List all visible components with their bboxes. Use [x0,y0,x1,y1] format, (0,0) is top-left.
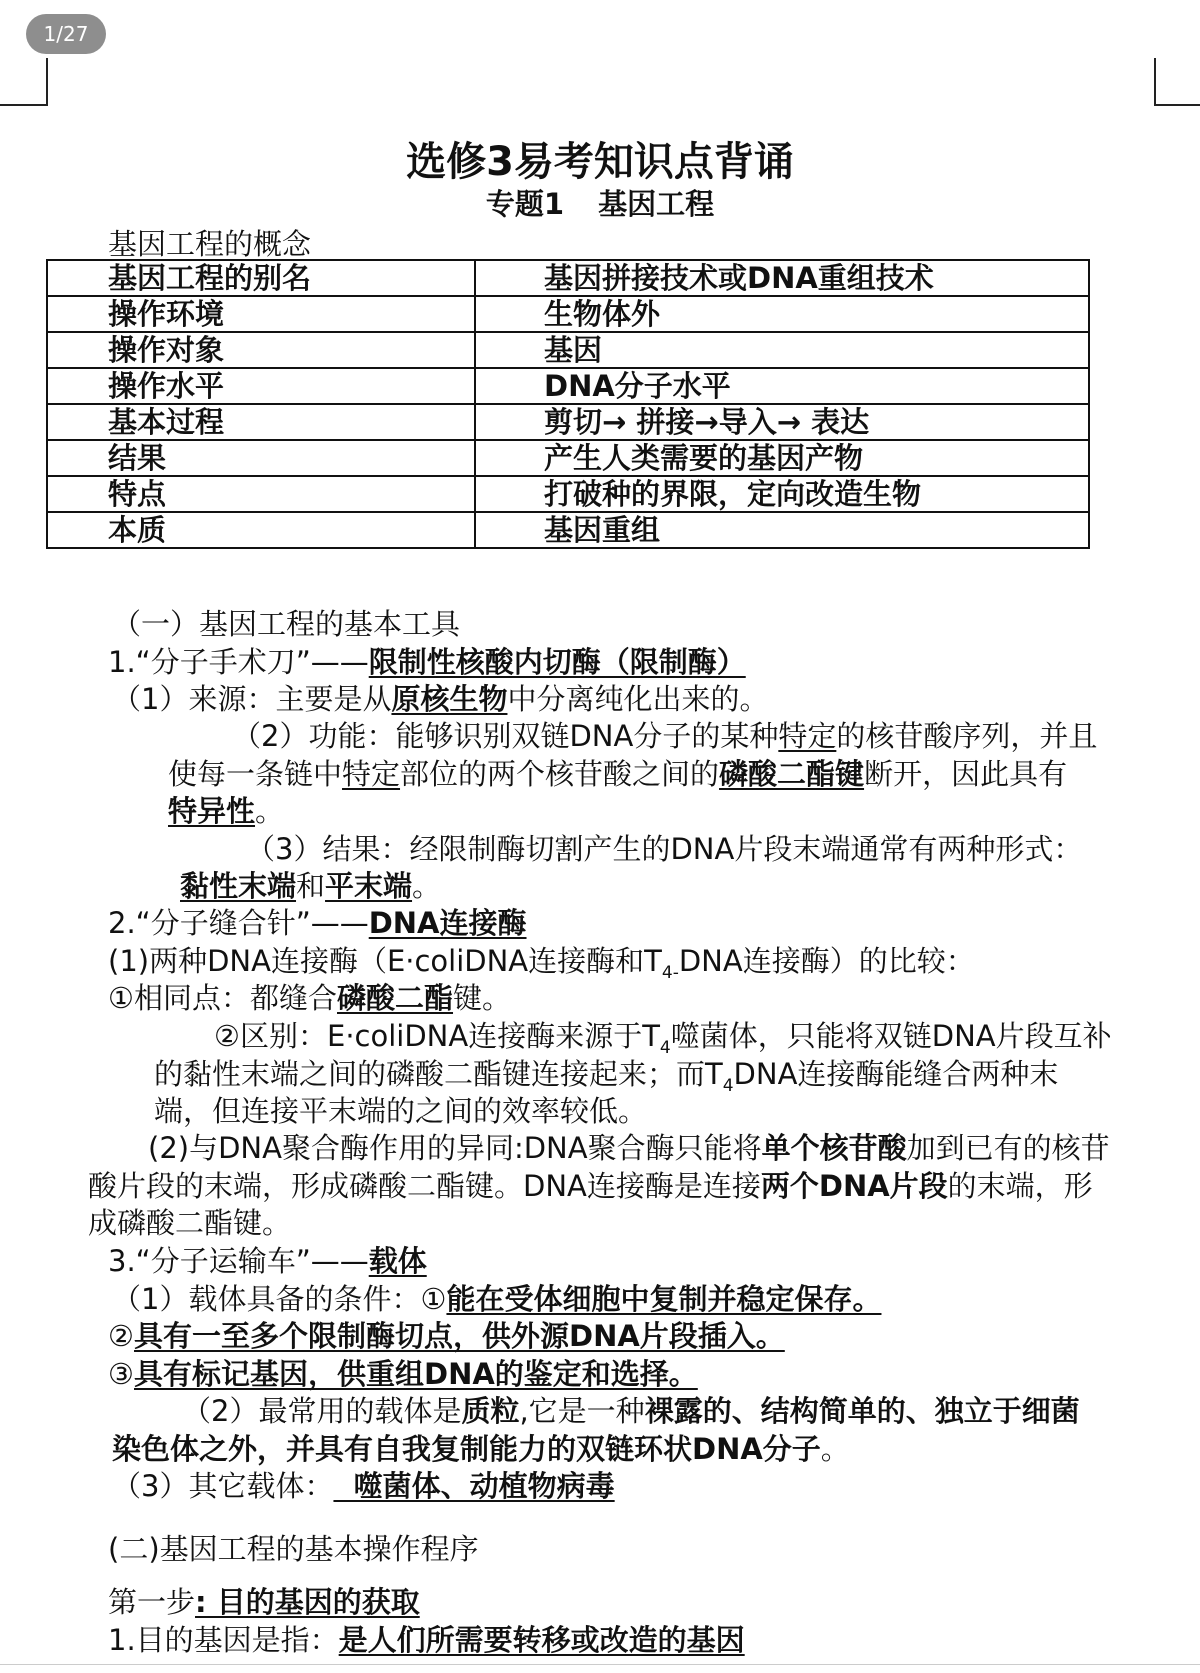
text-line [108,644,746,680]
key-term: 限制性核酸内切酶（限制酶） [368,645,746,679]
key-term: 特定 [342,757,401,791]
row-value: 基因拼接技术或DNA重组技术 [475,260,1089,296]
row-key: 特点 [47,476,475,512]
row-key: 操作环境 [47,296,475,332]
table-row [47,368,1089,404]
document-title: 选修3易考知识点背诵 [406,139,794,185]
text: 酸片段的末端，形成磷酸二酯键。DNA连接酶是连接 [88,1169,761,1203]
row-value: DNA分子水平 [475,368,1089,404]
row-value: 剪切→ 拼接→导入→ 表达 [475,404,1089,440]
text: 和 [296,869,326,903]
text: 断开，因此具有 [864,757,1068,791]
text-line [112,681,768,717]
subscript: 4 [722,1075,734,1096]
key-term: 能在受体细胞中复制并稳定保存。 [446,1282,882,1316]
key-term: 原核生物 [391,682,508,716]
row-key: 操作对象 [47,332,475,368]
table-row [47,512,1089,548]
text: ,它是一种 [519,1394,645,1428]
text: 噬菌体，只能将双链DNA片段互补 [670,1019,1112,1053]
table-row [47,404,1089,440]
page-indicator[interactable]: 1/27 [26,14,106,54]
document-subtitle [0,182,1200,223]
table-caption: 基因工程的概念 [108,227,312,261]
text: 。 [820,1432,850,1466]
text: 2.“分子缝合针”—— [108,906,369,940]
text: （3）其它载体： [112,1469,334,1503]
key-term: 黏性末端 [180,869,297,903]
text-line [232,718,1097,754]
text-line [108,1243,427,1279]
key-term: 单个核苷酸 [761,1131,907,1165]
text-line [112,1431,850,1467]
subscript: 4 [659,1037,671,1058]
concept-table [46,259,1090,549]
crop-mark-top-left [0,58,48,106]
text: 加到已有的核苷 [906,1131,1110,1165]
text: 1.目的基因是指： [108,1623,339,1657]
key-term: 是人们所需要转移或改造的基因 [338,1623,745,1657]
row-key: 基本过程 [47,404,475,440]
text: （2）最常用的载体是 [182,1394,462,1428]
topic-name: 基因工程 [598,187,715,221]
key-term: : 目的基因的获取 [195,1585,420,1619]
text-line [108,1356,698,1392]
text: 部位的两个核苷酸之间的 [400,757,720,791]
text-line [112,1281,881,1317]
text: 中分离纯化出来的。 [507,682,769,716]
text-line [88,1168,1093,1204]
key-term: 特定 [778,719,837,753]
text-line [168,756,1067,792]
section-heading: (二)基因工程的基本操作程序 [108,1532,479,1566]
page-bottom-edge [0,1664,1200,1665]
text: 1.“分子手术刀”—— [108,645,369,679]
row-key: 操作水平 [47,368,475,404]
key-term: 具有标记基因，供重组DNA的鉴定和选择。 [134,1357,698,1391]
row-value: 生物体外 [475,296,1089,332]
section-heading: （一）基因工程的基本工具 [112,607,461,641]
text: 。 [412,869,442,903]
key-term: 噬菌体、动植物病毒 [333,1469,615,1503]
text: （2）功能：能够识别双链DNA分子的某种 [232,719,779,753]
key-term: DNA连接酶 [368,906,527,940]
text: 键。 [453,981,512,1015]
text-line [168,793,284,829]
key-term: 磷酸二酯键 [719,757,865,791]
text: DNA连接酶）的比较： [678,944,975,978]
text: ①相同点：都缝合 [108,981,337,1015]
text: 。 [255,794,285,828]
text: (2)与DNA聚合酶作用的异同:DNA聚合酶只能将 [148,1131,762,1165]
key-term: 染色体之外，并具有自我复制能力的双链环状DNA分子 [112,1432,821,1466]
text-line [108,905,527,941]
text: ② [108,1319,134,1353]
text: 的黏性末端之间的磷酸二酯键连接起来；而T [154,1057,723,1091]
text-line [112,1468,615,1504]
text: (1)两种DNA连接酶（E·coliDNA连接酶和T [108,944,662,978]
text: DNA连接酶能缝合两种末 [733,1057,1059,1091]
text-line: 成磷酸二酯键。 [88,1206,292,1240]
text: （1）来源：主要是从 [112,682,392,716]
text-line: （3）结果：经限制酶切割产生的DNA片段末端通常有两种形式： [246,832,1083,866]
text: 3.“分子运输车”—— [108,1244,369,1278]
key-term: 具有一至多个限制酶切点，供外源DNA片段插入。 [134,1319,785,1353]
crop-mark-top-right [1154,58,1200,106]
text: 使每一条链中 [168,757,343,791]
text-line [182,1393,1080,1429]
row-value: 基因重组 [475,512,1089,548]
table-row [47,332,1089,368]
key-term: 载体 [368,1244,427,1278]
topic-number: 专题1 [485,187,565,221]
key-term: 平末端 [325,869,413,903]
row-key: 结果 [47,440,475,476]
text: ②区别：E·coliDNA连接酶来源于T [214,1019,660,1053]
row-value: 基因 [475,332,1089,368]
table-row [47,296,1089,332]
key-term: 特异性 [168,794,256,828]
text-line [108,1584,420,1620]
text: 的核苷酸序列，并且 [836,719,1098,753]
key-term: 质粒 [461,1394,520,1428]
text-line [108,1318,785,1354]
text: 第一步 [108,1585,196,1619]
key-term: 两个DNA片段 [760,1169,948,1203]
text: ③ [108,1357,134,1391]
text: 的末端，形 [947,1169,1093,1203]
row-key: 本质 [47,512,475,548]
key-term: 磷酸二酯 [337,981,454,1015]
text-line [148,1130,1110,1166]
text: （1）载体具备的条件：① [112,1282,447,1316]
table-row [47,260,1089,296]
text-line [180,868,441,904]
text-line [108,980,511,1016]
key-term: 裸露的、结构简单的、独立于细菌 [644,1394,1080,1428]
text-line [108,1622,745,1658]
row-key: 基因工程的别名 [47,260,475,296]
row-value: 打破种的界限，定向改造生物 [475,476,1089,512]
subscript: 4- [661,962,679,983]
text-line: 端，但连接平末端的之间的效率较低。 [154,1094,648,1128]
table-row [47,440,1089,476]
table-row [47,476,1089,512]
row-value: 产生人类需要的基因产物 [475,440,1089,476]
